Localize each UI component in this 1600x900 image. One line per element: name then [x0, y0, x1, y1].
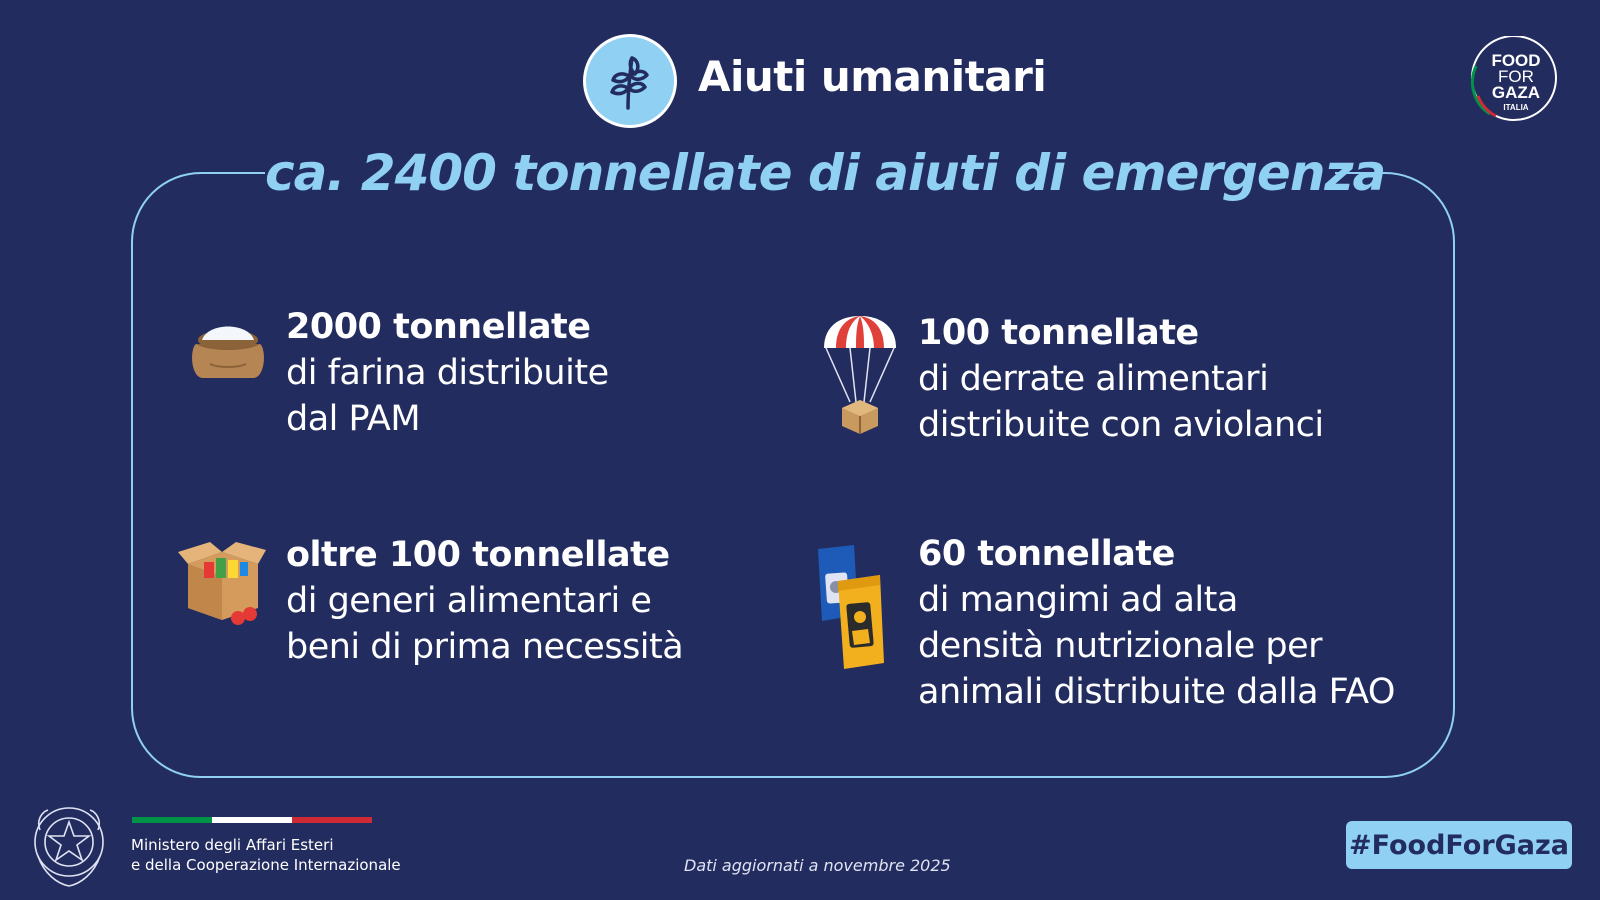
stat-amount: 60 tonnellate — [918, 534, 1175, 574]
stat-animal-feed-text — [918, 531, 1395, 715]
stat-airdrop — [822, 313, 1324, 448]
logo-line-italia: ITALIA — [1503, 103, 1529, 112]
stat-description-line: di derrate alimentari — [918, 359, 1269, 399]
stat-flour — [188, 307, 609, 442]
ministry-line: Ministero degli Affari Esteri — [131, 836, 334, 854]
ministry-line: e della Cooperazione Internazionale — [131, 856, 401, 874]
grocery-box-icon — [178, 542, 266, 632]
stat-description-line: densità nutrizionale per — [918, 626, 1323, 666]
stat-description-line: di mangimi ad alta — [918, 580, 1238, 620]
stat-groceries-text — [286, 532, 683, 670]
hashtag-badge: #FoodForGaza — [1346, 821, 1572, 869]
wheat-icon — [583, 34, 677, 128]
italian-republic-emblem-icon — [30, 800, 108, 890]
page-title: Aiuti umanitari — [698, 52, 1047, 101]
stat-description-line: di generi alimentari e — [286, 581, 652, 621]
ministry-name — [131, 835, 401, 875]
logo-line-gaza: GAZA — [1491, 83, 1541, 102]
stat-description-line: dal PAM — [286, 399, 421, 439]
logo-line-food: FOOD — [1491, 51, 1541, 70]
stat-amount: 100 tonnellate — [918, 313, 1199, 353]
stat-amount: oltre 100 tonnellate — [286, 535, 670, 575]
stat-airdrop-text — [918, 310, 1324, 448]
food-for-gaza-logo — [1460, 36, 1558, 124]
headline: ca. 2400 tonnellate di aiuti di emergenza — [265, 140, 1335, 206]
stat-description-line: animali distribuite dalla FAO — [918, 672, 1395, 712]
feed-bags-icon — [814, 545, 890, 677]
stat-groceries — [178, 535, 684, 670]
logo-line-for: FOR — [1498, 67, 1534, 86]
stat-flour-text — [286, 304, 609, 442]
stat-animal-feed — [814, 534, 1395, 715]
stat-description-line: distribuite con aviolanci — [918, 405, 1324, 445]
stat-description-line: di farina distribuite — [286, 353, 609, 393]
italian-flag-stripe — [132, 817, 372, 823]
parachute-box-icon — [822, 316, 898, 440]
stat-amount: 2000 tonnellate — [286, 307, 591, 347]
update-date-note: Dati aggiornati a novembre 2025 — [684, 856, 951, 875]
flour-sack-icon — [188, 318, 268, 386]
stat-description-line: beni di prima necessità — [286, 627, 684, 667]
